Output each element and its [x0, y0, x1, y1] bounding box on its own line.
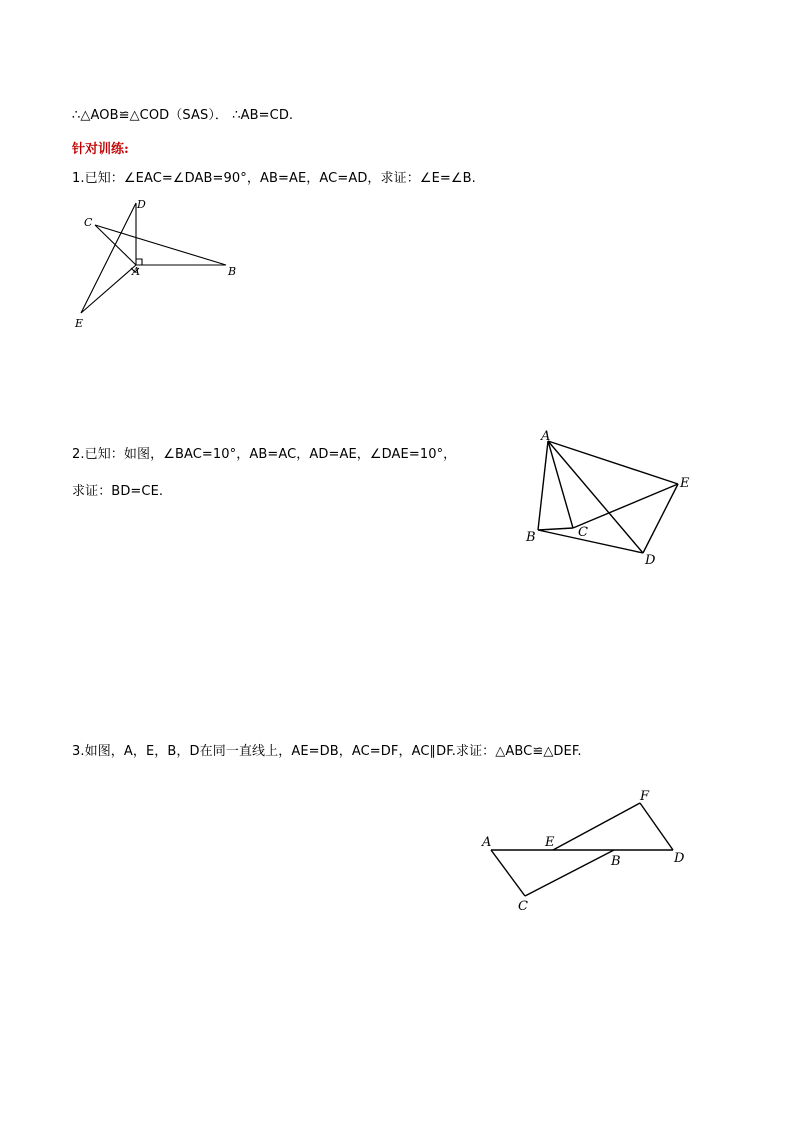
fig1-label-b: B	[228, 265, 237, 278]
fig3-label-b: B	[611, 854, 621, 869]
problem-1-text: 1.已知：∠EAC=∠DAB=90°，AB=AE，AC=AD，求证：∠E=∠B.	[72, 171, 476, 186]
fig3-label-a: A	[482, 835, 492, 850]
fig3-label-f: F	[640, 789, 650, 804]
fig1-label-c: C	[84, 216, 93, 229]
conclusion-line: ∴△AOB≌△COD（SAS）． ∴AB=CD.	[72, 108, 294, 123]
figure-3-lines	[491, 803, 673, 896]
fig3-label-e: E	[545, 835, 555, 850]
fig3-label-d: D	[674, 851, 685, 866]
fig2-label-b: B	[526, 530, 536, 545]
fig2-label-a: A	[541, 429, 551, 444]
fig1-label-a: A	[132, 265, 140, 278]
fig1-label-e: E	[75, 317, 84, 330]
fig2-label-d: D	[645, 553, 656, 568]
problem-2-text-line2: 求证：BD=CE.	[72, 484, 164, 499]
fig2-label-c: C	[578, 525, 588, 540]
figure-2-lines	[538, 441, 678, 553]
fig2-label-e: E	[680, 476, 690, 491]
problem-3-text: 3.如图，A，E，B，D在同一直线上，AE=DB，AC=DF，AC∥DF.求证：△ABC≌△DEF.	[72, 744, 582, 759]
fig1-label-d: D	[137, 198, 146, 211]
figure-1-lines	[81, 203, 226, 313]
problem-2-text-line1: 2.已知：如图，∠BAC=10°，AB=AC，AD=AE，∠DAE=10°，	[72, 447, 457, 462]
section-heading: 针对训练:	[72, 142, 129, 157]
fig3-label-c: C	[518, 899, 528, 914]
